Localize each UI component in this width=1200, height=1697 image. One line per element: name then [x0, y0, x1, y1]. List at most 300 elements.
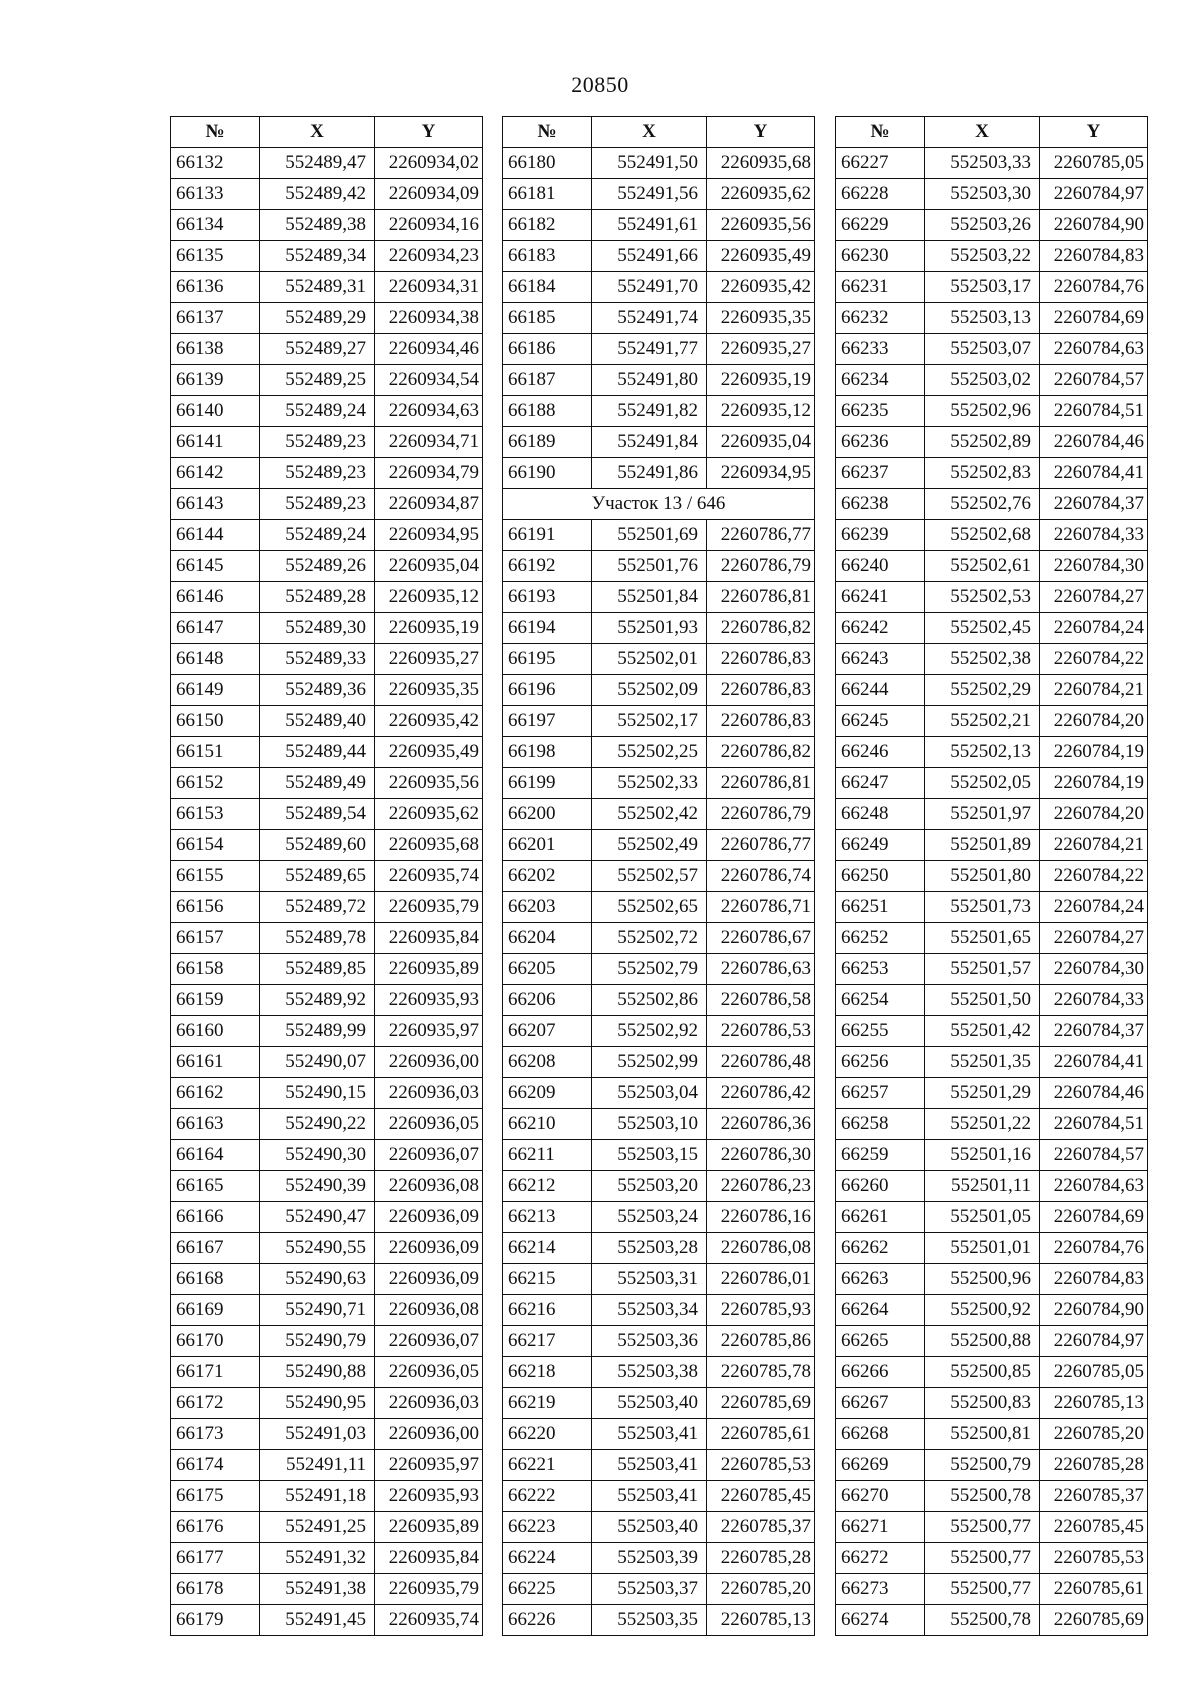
y-coordinate-cell: 2260784,24	[1040, 613, 1148, 644]
y-coordinate-cell: 2260935,97	[375, 1016, 483, 1047]
y-coordinate-cell: 2260935,42	[375, 706, 483, 737]
table-row	[171, 1388, 483, 1419]
table-row	[171, 241, 483, 272]
table-row	[171, 272, 483, 303]
point-number-cell: 66258	[836, 1109, 925, 1140]
x-coordinate-cell: 552490,95	[260, 1388, 375, 1419]
table-row	[503, 861, 815, 892]
point-number-cell: 66188	[503, 396, 592, 427]
x-coordinate-cell: 552500,85	[925, 1357, 1040, 1388]
table-row	[836, 582, 1148, 613]
x-coordinate-cell: 552490,22	[260, 1109, 375, 1140]
y-coordinate-cell: 2260786,82	[707, 613, 815, 644]
table-row	[836, 1047, 1148, 1078]
point-number-cell: 66261	[836, 1202, 925, 1233]
point-number-cell: 66166	[171, 1202, 260, 1233]
table-row	[503, 582, 815, 613]
table-row	[171, 303, 483, 334]
y-coordinate-cell: 2260935,49	[707, 241, 815, 272]
table-row	[836, 1016, 1148, 1047]
y-coordinate-cell: 2260784,30	[1040, 954, 1148, 985]
y-coordinate-cell: 2260784,22	[1040, 644, 1148, 675]
y-coordinate-cell: 2260784,19	[1040, 737, 1148, 768]
point-number-cell: 66209	[503, 1078, 592, 1109]
table-row	[171, 1326, 483, 1357]
point-number-cell: 66146	[171, 582, 260, 613]
table-row	[836, 799, 1148, 830]
x-coordinate-cell: 552489,28	[260, 582, 375, 613]
point-number-cell: 66237	[836, 458, 925, 489]
x-coordinate-cell: 552503,41	[592, 1419, 707, 1450]
point-number-cell: 66191	[503, 520, 592, 551]
header-row	[503, 117, 815, 148]
y-coordinate-cell: 2260786,83	[707, 675, 815, 706]
table-row	[171, 1109, 483, 1140]
x-coordinate-cell: 552501,76	[592, 551, 707, 582]
y-coordinate-cell: 2260784,46	[1040, 1078, 1148, 1109]
y-coordinate-cell: 2260785,53	[1040, 1543, 1148, 1574]
table-row	[503, 365, 815, 396]
y-coordinate-cell: 2260786,79	[707, 799, 815, 830]
x-coordinate-cell: 552489,23	[260, 489, 375, 520]
x-coordinate-cell: 552503,24	[592, 1202, 707, 1233]
point-number-cell: 66213	[503, 1202, 592, 1233]
x-coordinate-cell: 552490,63	[260, 1264, 375, 1295]
y-coordinate-cell: 2260935,19	[707, 365, 815, 396]
y-coordinate-cell: 2260785,61	[707, 1419, 815, 1450]
y-coordinate-cell: 2260935,62	[707, 179, 815, 210]
x-coordinate-cell: 552502,09	[592, 675, 707, 706]
x-coordinate-cell: 552502,49	[592, 830, 707, 861]
x-coordinate-cell: 552502,33	[592, 768, 707, 799]
y-coordinate-cell: 2260785,86	[707, 1326, 815, 1357]
y-coordinate-cell: 2260786,77	[707, 830, 815, 861]
table-row	[836, 1512, 1148, 1543]
y-coordinate-cell: 2260785,05	[1040, 1357, 1148, 1388]
x-coordinate-cell: 552501,05	[925, 1202, 1040, 1233]
table-row	[836, 1171, 1148, 1202]
y-coordinate-cell: 2260785,61	[1040, 1574, 1148, 1605]
table-row	[503, 1016, 815, 1047]
x-coordinate-cell: 552489,26	[260, 551, 375, 582]
table-row	[171, 1078, 483, 1109]
x-coordinate-cell: 552500,79	[925, 1450, 1040, 1481]
y-coordinate-cell: 2260934,02	[375, 148, 483, 179]
point-number-cell: 66200	[503, 799, 592, 830]
y-coordinate-cell: 2260786,82	[707, 737, 815, 768]
point-number-cell: 66253	[836, 954, 925, 985]
point-number-cell: 66142	[171, 458, 260, 489]
y-coordinate-cell: 2260786,79	[707, 551, 815, 582]
y-coordinate-cell: 2260784,51	[1040, 1109, 1148, 1140]
table-row	[171, 892, 483, 923]
x-coordinate-cell: 552503,15	[592, 1140, 707, 1171]
table-row	[836, 1543, 1148, 1574]
point-number-cell: 66225	[503, 1574, 592, 1605]
table-row	[171, 1357, 483, 1388]
x-coordinate-cell: 552501,69	[592, 520, 707, 551]
x-coordinate-cell: 552500,92	[925, 1295, 1040, 1326]
point-number-cell: 66183	[503, 241, 592, 272]
y-coordinate-cell: 2260935,68	[707, 148, 815, 179]
y-coordinate-cell: 2260785,53	[707, 1450, 815, 1481]
table-row	[171, 489, 483, 520]
table-row	[171, 179, 483, 210]
table-row	[503, 1512, 815, 1543]
table-row	[171, 458, 483, 489]
table-row	[503, 1233, 815, 1264]
point-number-cell: 66177	[171, 1543, 260, 1574]
table-row	[836, 1357, 1148, 1388]
y-coordinate-cell: 2260786,23	[707, 1171, 815, 1202]
table-row	[836, 1450, 1148, 1481]
y-coordinate-cell: 2260934,54	[375, 365, 483, 396]
point-number-cell: 66266	[836, 1357, 925, 1388]
x-coordinate-cell: 552501,80	[925, 861, 1040, 892]
point-number-cell: 66205	[503, 954, 592, 985]
y-coordinate-cell: 2260785,45	[707, 1481, 815, 1512]
table-row	[171, 365, 483, 396]
point-number-cell: 66241	[836, 582, 925, 613]
section-row	[503, 489, 815, 520]
point-number-cell: 66269	[836, 1450, 925, 1481]
x-coordinate-cell: 552502,25	[592, 737, 707, 768]
point-number-cell: 66246	[836, 737, 925, 768]
y-coordinate-cell: 2260786,30	[707, 1140, 815, 1171]
y-coordinate-cell: 2260784,27	[1040, 923, 1148, 954]
point-number-cell: 66224	[503, 1543, 592, 1574]
table-row	[836, 272, 1148, 303]
point-number-cell: 66264	[836, 1295, 925, 1326]
table-row	[171, 1171, 483, 1202]
table-row	[503, 1543, 815, 1574]
x-coordinate-cell: 552489,31	[260, 272, 375, 303]
point-number-cell: 66228	[836, 179, 925, 210]
point-number-cell: 66192	[503, 551, 592, 582]
x-coordinate-cell: 552491,82	[592, 396, 707, 427]
x-coordinate-cell: 552502,45	[925, 613, 1040, 644]
point-number-cell: 66171	[171, 1357, 260, 1388]
x-coordinate-cell: 552489,30	[260, 613, 375, 644]
point-number-cell: 66239	[836, 520, 925, 551]
header-x: X	[260, 117, 375, 148]
x-coordinate-cell: 552500,77	[925, 1543, 1040, 1574]
y-coordinate-cell: 2260936,08	[375, 1171, 483, 1202]
y-coordinate-cell: 2260935,35	[707, 303, 815, 334]
point-number-cell: 66207	[503, 1016, 592, 1047]
x-coordinate-cell: 552500,83	[925, 1388, 1040, 1419]
point-number-cell: 66214	[503, 1233, 592, 1264]
x-coordinate-cell: 552490,30	[260, 1140, 375, 1171]
y-coordinate-cell: 2260785,45	[1040, 1512, 1148, 1543]
table-row	[171, 1016, 483, 1047]
x-coordinate-cell: 552503,13	[925, 303, 1040, 334]
table-row	[171, 148, 483, 179]
x-coordinate-cell: 552501,11	[925, 1171, 1040, 1202]
point-number-cell: 66152	[171, 768, 260, 799]
point-number-cell: 66211	[503, 1140, 592, 1171]
x-coordinate-cell: 552503,40	[592, 1512, 707, 1543]
table-row	[503, 148, 815, 179]
point-number-cell: 66227	[836, 148, 925, 179]
table-row	[503, 799, 815, 830]
table-row	[503, 923, 815, 954]
point-number-cell: 66153	[171, 799, 260, 830]
table-row	[171, 799, 483, 830]
x-coordinate-cell: 552501,65	[925, 923, 1040, 954]
point-number-cell: 66164	[171, 1140, 260, 1171]
y-coordinate-cell: 2260785,13	[707, 1605, 815, 1636]
table-row	[503, 954, 815, 985]
y-coordinate-cell: 2260784,41	[1040, 458, 1148, 489]
table-row	[171, 582, 483, 613]
point-number-cell: 66189	[503, 427, 592, 458]
point-number-cell: 66240	[836, 551, 925, 582]
point-number-cell: 66251	[836, 892, 925, 923]
table-row	[836, 830, 1148, 861]
point-number-cell: 66220	[503, 1419, 592, 1450]
y-coordinate-cell: 2260934,46	[375, 334, 483, 365]
x-coordinate-cell: 552503,30	[925, 179, 1040, 210]
x-coordinate-cell: 552503,02	[925, 365, 1040, 396]
y-coordinate-cell: 2260784,90	[1040, 1295, 1148, 1326]
table-row	[836, 706, 1148, 737]
table-row	[836, 1140, 1148, 1171]
table-row	[836, 334, 1148, 365]
x-coordinate-cell: 552491,61	[592, 210, 707, 241]
point-number-cell: 66190	[503, 458, 592, 489]
table-row	[171, 1543, 483, 1574]
table-row	[171, 768, 483, 799]
x-coordinate-cell: 552503,10	[592, 1109, 707, 1140]
x-coordinate-cell: 552502,21	[925, 706, 1040, 737]
table-row	[503, 1574, 815, 1605]
table-row	[836, 892, 1148, 923]
table-row	[836, 861, 1148, 892]
point-number-cell: 66210	[503, 1109, 592, 1140]
table-row	[836, 458, 1148, 489]
point-number-cell: 66182	[503, 210, 592, 241]
x-coordinate-cell: 552491,38	[260, 1574, 375, 1605]
table-row	[503, 1357, 815, 1388]
x-coordinate-cell: 552489,34	[260, 241, 375, 272]
point-number-cell: 66143	[171, 489, 260, 520]
table-row	[836, 427, 1148, 458]
x-coordinate-cell: 552503,41	[592, 1450, 707, 1481]
table-row	[503, 303, 815, 334]
x-coordinate-cell: 552489,23	[260, 458, 375, 489]
table-row	[503, 179, 815, 210]
point-number-cell: 66216	[503, 1295, 592, 1326]
table-row	[836, 644, 1148, 675]
point-number-cell: 66215	[503, 1264, 592, 1295]
y-coordinate-cell: 2260936,09	[375, 1202, 483, 1233]
x-coordinate-cell: 552489,99	[260, 1016, 375, 1047]
x-coordinate-cell: 552502,42	[592, 799, 707, 830]
page-number: 20850	[571, 72, 629, 97]
y-coordinate-cell: 2260935,04	[707, 427, 815, 458]
y-coordinate-cell: 2260935,12	[707, 396, 815, 427]
table-row	[836, 1419, 1148, 1450]
point-number-cell: 66256	[836, 1047, 925, 1078]
point-number-cell: 66144	[171, 520, 260, 551]
x-coordinate-cell: 552502,83	[925, 458, 1040, 489]
table-row	[503, 1450, 815, 1481]
table-row	[171, 1512, 483, 1543]
point-number-cell: 66255	[836, 1016, 925, 1047]
y-coordinate-cell: 2260785,78	[707, 1357, 815, 1388]
x-coordinate-cell: 552502,86	[592, 985, 707, 1016]
table-row	[171, 1605, 483, 1636]
point-number-cell: 66222	[503, 1481, 592, 1512]
point-number-cell: 66163	[171, 1109, 260, 1140]
x-coordinate-cell: 552502,05	[925, 768, 1040, 799]
header-number: №	[171, 117, 260, 148]
x-coordinate-cell: 552489,24	[260, 520, 375, 551]
table-row	[836, 1388, 1148, 1419]
point-number-cell: 66194	[503, 613, 592, 644]
y-coordinate-cell: 2260785,05	[1040, 148, 1148, 179]
y-coordinate-cell: 2260936,05	[375, 1109, 483, 1140]
point-number-cell: 66230	[836, 241, 925, 272]
x-coordinate-cell: 552501,16	[925, 1140, 1040, 1171]
point-number-cell: 66212	[503, 1171, 592, 1202]
y-coordinate-cell: 2260934,71	[375, 427, 483, 458]
table-row	[503, 334, 815, 365]
x-coordinate-cell: 552501,01	[925, 1233, 1040, 1264]
x-coordinate-cell: 552500,78	[925, 1481, 1040, 1512]
x-coordinate-cell: 552502,13	[925, 737, 1040, 768]
table-row	[171, 1295, 483, 1326]
point-number-cell: 66141	[171, 427, 260, 458]
point-number-cell: 66150	[171, 706, 260, 737]
table-row	[171, 1450, 483, 1481]
table-row	[171, 1202, 483, 1233]
point-number-cell: 66206	[503, 985, 592, 1016]
header-x: X	[592, 117, 707, 148]
x-coordinate-cell: 552491,50	[592, 148, 707, 179]
point-number-cell: 66159	[171, 985, 260, 1016]
x-coordinate-cell: 552503,33	[925, 148, 1040, 179]
table-row	[171, 644, 483, 675]
y-coordinate-cell: 2260784,97	[1040, 179, 1148, 210]
x-coordinate-cell: 552501,35	[925, 1047, 1040, 1078]
point-number-cell: 66135	[171, 241, 260, 272]
table-row	[171, 706, 483, 737]
x-coordinate-cell: 552503,34	[592, 1295, 707, 1326]
point-number-cell: 66252	[836, 923, 925, 954]
point-number-cell: 66169	[171, 1295, 260, 1326]
y-coordinate-cell: 2260935,42	[707, 272, 815, 303]
x-coordinate-cell: 552491,32	[260, 1543, 375, 1574]
point-number-cell: 66140	[171, 396, 260, 427]
table-row	[503, 613, 815, 644]
point-number-cell: 66137	[171, 303, 260, 334]
point-number-cell: 66196	[503, 675, 592, 706]
point-number-cell: 66219	[503, 1388, 592, 1419]
x-coordinate-cell: 552503,22	[925, 241, 1040, 272]
point-number-cell: 66223	[503, 1512, 592, 1543]
y-coordinate-cell: 2260934,09	[375, 179, 483, 210]
table-row	[836, 1233, 1148, 1264]
header-number: №	[503, 117, 592, 148]
x-coordinate-cell: 552502,65	[592, 892, 707, 923]
table-row	[503, 644, 815, 675]
x-coordinate-cell: 552502,92	[592, 1016, 707, 1047]
table-row	[836, 396, 1148, 427]
table-row	[503, 1481, 815, 1512]
x-coordinate-cell: 552503,17	[925, 272, 1040, 303]
y-coordinate-cell: 2260784,57	[1040, 1140, 1148, 1171]
y-coordinate-cell: 2260784,20	[1040, 799, 1148, 830]
point-number-cell: 66271	[836, 1512, 925, 1543]
y-coordinate-cell: 2260936,05	[375, 1357, 483, 1388]
y-coordinate-cell: 2260934,63	[375, 396, 483, 427]
x-coordinate-cell: 552489,85	[260, 954, 375, 985]
y-coordinate-cell: 2260935,49	[375, 737, 483, 768]
y-coordinate-cell: 2260935,89	[375, 1512, 483, 1543]
point-number-cell: 66147	[171, 613, 260, 644]
point-number-cell: 66174	[171, 1450, 260, 1481]
point-number-cell: 66149	[171, 675, 260, 706]
header-number: №	[836, 117, 925, 148]
table-row	[171, 334, 483, 365]
y-coordinate-cell: 2260786,16	[707, 1202, 815, 1233]
x-coordinate-cell: 552491,86	[592, 458, 707, 489]
x-coordinate-cell: 552489,29	[260, 303, 375, 334]
x-coordinate-cell: 552503,04	[592, 1078, 707, 1109]
header-row	[836, 117, 1148, 148]
y-coordinate-cell: 2260785,37	[1040, 1481, 1148, 1512]
x-coordinate-cell: 552500,77	[925, 1574, 1040, 1605]
table-row	[503, 1078, 815, 1109]
point-number-cell: 66247	[836, 768, 925, 799]
y-coordinate-cell: 2260784,69	[1040, 1202, 1148, 1233]
point-number-cell: 66217	[503, 1326, 592, 1357]
point-number-cell: 66234	[836, 365, 925, 396]
point-number-cell: 66274	[836, 1605, 925, 1636]
point-number-cell: 66233	[836, 334, 925, 365]
x-coordinate-cell: 552501,42	[925, 1016, 1040, 1047]
x-coordinate-cell: 552489,44	[260, 737, 375, 768]
x-coordinate-cell: 552490,47	[260, 1202, 375, 1233]
y-coordinate-cell: 2260934,23	[375, 241, 483, 272]
point-number-cell: 66172	[171, 1388, 260, 1419]
point-number-cell: 66243	[836, 644, 925, 675]
x-coordinate-cell: 552489,49	[260, 768, 375, 799]
point-number-cell: 66204	[503, 923, 592, 954]
y-coordinate-cell: 2260784,69	[1040, 303, 1148, 334]
point-number-cell: 66198	[503, 737, 592, 768]
x-coordinate-cell: 552502,68	[925, 520, 1040, 551]
y-coordinate-cell: 2260934,87	[375, 489, 483, 520]
y-coordinate-cell: 2260784,24	[1040, 892, 1148, 923]
table-row	[171, 551, 483, 582]
x-coordinate-cell: 552502,17	[592, 706, 707, 737]
point-number-cell: 66133	[171, 179, 260, 210]
x-coordinate-cell: 552503,37	[592, 1574, 707, 1605]
header-row	[171, 117, 483, 148]
x-coordinate-cell: 552501,29	[925, 1078, 1040, 1109]
y-coordinate-cell: 2260784,21	[1040, 675, 1148, 706]
table-row	[171, 985, 483, 1016]
table-row	[836, 923, 1148, 954]
y-coordinate-cell: 2260785,13	[1040, 1388, 1148, 1419]
x-coordinate-cell: 552490,39	[260, 1171, 375, 1202]
header-y: Y	[375, 117, 483, 148]
header-x: X	[925, 117, 1040, 148]
point-number-cell: 66226	[503, 1605, 592, 1636]
